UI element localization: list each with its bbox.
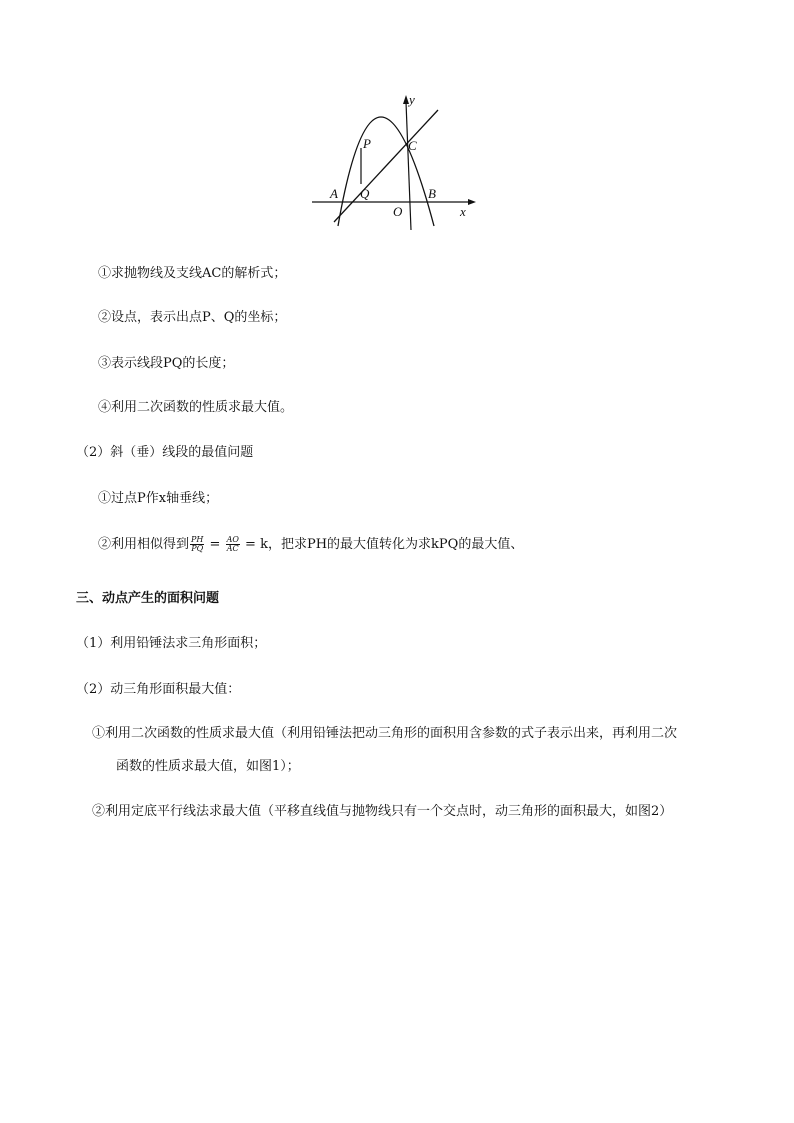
section3-item1-line2: 函数的性质求最大值，如图1）； — [116, 759, 300, 774]
frac1-denominator: PQ — [191, 544, 204, 553]
frac2-numerator: AO — [226, 535, 239, 544]
label-b: B — [428, 186, 436, 201]
section3-p2: （2）动三角形面积最大值： — [76, 682, 241, 697]
fraction-ph-pq — [190, 536, 204, 553]
step-1: ①求抛物线及支线AC的解析式； — [98, 266, 287, 281]
section2-item1: ①过点P作x轴垂线； — [98, 491, 219, 506]
section2-title: （2）斜（垂）线段的最值问题 — [76, 445, 254, 460]
fraction-ao-ac — [226, 536, 240, 553]
x-axis-arrow — [468, 199, 476, 205]
parabola-curve — [338, 117, 434, 226]
label-q: Q — [360, 186, 370, 201]
item2-prefix: ②利用相似得到 — [98, 537, 190, 552]
line-ac — [334, 110, 438, 222]
equals-1: = — [209, 537, 221, 552]
frac2-denominator: AC — [226, 544, 239, 553]
label-y: y — [409, 92, 415, 107]
section2-item2 — [98, 536, 523, 554]
parabola-diagram — [308, 88, 484, 230]
label-a: A — [330, 186, 338, 201]
label-o: O — [393, 204, 403, 219]
equals-k: = k， — [245, 537, 281, 552]
step-2: ②设点，表示出点P、Q的坐标； — [98, 310, 287, 325]
parabola-figure — [308, 88, 484, 230]
label-x: x — [460, 204, 466, 219]
section3-item1-line1: ①利用二次函数的性质求最大值（利用铅锤法把动三角形的面积用含参数的式子表示出来，再利用二次 — [92, 726, 678, 741]
item2-suffix: 把求PH的最大值转化为求kPQ的最大值、 — [280, 537, 524, 552]
section3-p1: （1）利用铅锤法求三角形面积； — [76, 636, 267, 651]
step-4: ④利用二次函数的性质求最大值。 — [98, 400, 294, 415]
step-3: ③表示线段PQ的长度； — [98, 356, 235, 371]
section3-item2: ②利用定底平行线法求最大值（平移直线值与抛物线只有一个交点时，动三角形的面积最大，如图2） — [92, 804, 673, 819]
label-c: C — [408, 138, 417, 153]
y-axis — [406, 102, 411, 230]
section3-heading: 三、动点产生的面积问题 — [76, 591, 220, 606]
label-p: P — [363, 136, 371, 151]
frac1-numerator: PH — [191, 535, 204, 544]
